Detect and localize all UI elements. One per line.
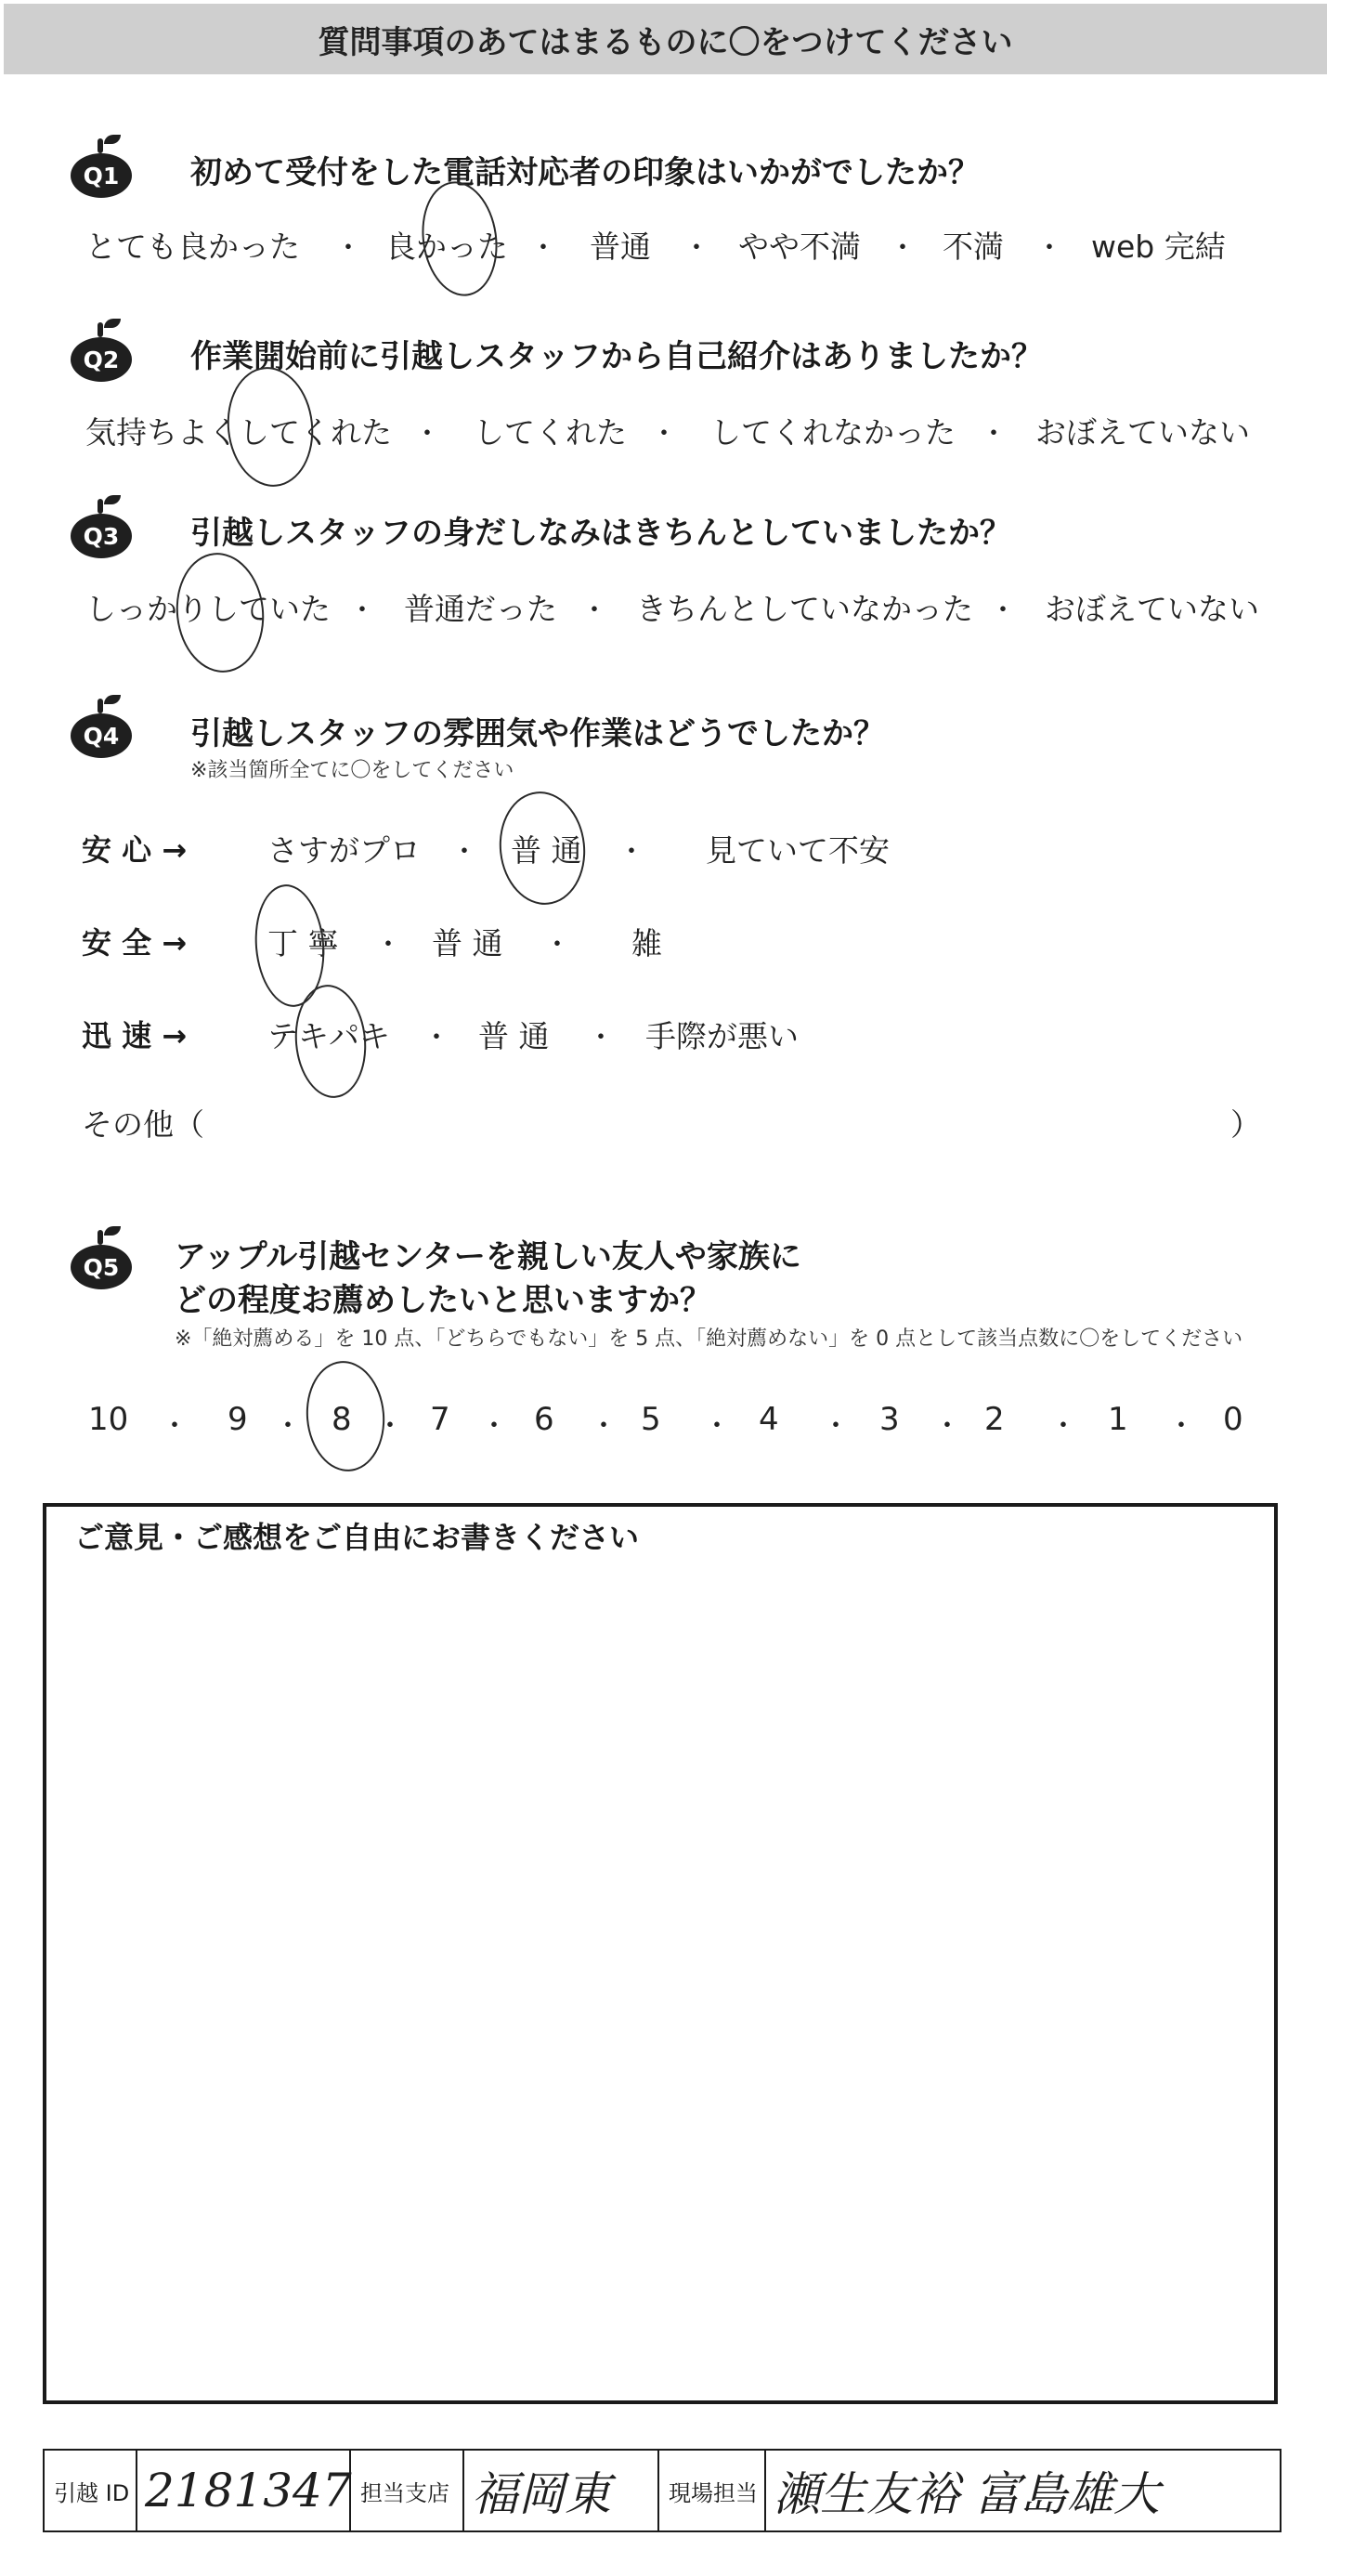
staff-label-cell: [659, 2451, 766, 2530]
separator-dot: ・: [450, 836, 478, 869]
comment-box[interactable]: [43, 1503, 1278, 2404]
staff-value: 瀬生友裕 富島雄大: [774, 2467, 1160, 2521]
separator-dot: ・: [889, 232, 917, 265]
separator-dot: ・: [580, 595, 608, 627]
separator-dot: ・: [703, 1410, 731, 1443]
q3-badge: Q3: [71, 514, 132, 558]
separator-dot: ・: [480, 1410, 508, 1443]
q4-row-label-safety: 安 全 →: [82, 925, 188, 961]
move-id-label: 引越 ID: [54, 2479, 130, 2506]
q5-score-5[interactable]: 5: [641, 1401, 661, 1438]
branch-label: 担当支店: [360, 2479, 449, 2506]
q1-option-2[interactable]: 良かった: [385, 229, 508, 265]
q1-option-6[interactable]: web 完結: [1091, 229, 1226, 265]
q4-row-label-reassurance: 安 心 →: [82, 832, 188, 868]
separator-dot: ・: [980, 418, 1008, 451]
q5-score-9[interactable]: 9: [228, 1401, 248, 1438]
separator-dot: ・: [822, 1410, 850, 1443]
q4-row2-option-1[interactable]: 丁 寧: [267, 925, 339, 961]
q2-option-4[interactable]: おぼえていない: [1035, 414, 1250, 451]
q5-score-4[interactable]: 4: [759, 1401, 779, 1438]
q4-other-input[interactable]: [223, 1096, 1226, 1133]
separator-dot: ・: [543, 929, 571, 961]
q5-score-2[interactable]: 2: [984, 1401, 1005, 1438]
separator-dot: ・: [933, 1410, 961, 1443]
staff-label: 現場担当: [669, 2479, 758, 2506]
q4-other-close: ）: [1230, 1106, 1261, 1143]
separator-dot: ・: [376, 1410, 404, 1443]
q5-score-0[interactable]: 0: [1223, 1401, 1243, 1438]
q4-row1-option-3[interactable]: 見ていて不安: [706, 832, 890, 869]
q5-score-1[interactable]: 1: [1108, 1401, 1128, 1438]
q2-question: 作業開始前に引越しスタッフから自己紹介はありましたか？: [190, 338, 1043, 375]
q3-selection-circle: [171, 548, 270, 676]
form-title: 質問事項のあてはまるものに〇をつけてください: [318, 23, 1013, 61]
separator-dot: ・: [587, 1022, 615, 1054]
q5-question-line1: アップル引越センターを親しい友人や家族に: [175, 1238, 801, 1275]
separator-dot: ・: [590, 1410, 618, 1443]
q4-row3-option-3[interactable]: 手際が悪い: [645, 1018, 799, 1054]
q2-option-3[interactable]: してくれなかった: [710, 414, 956, 451]
form-header: [4, 4, 1327, 74]
q4-question: 引越しスタッフの雰囲気や作業はどうでしたか？: [190, 715, 885, 752]
separator-dot: ・: [413, 418, 441, 451]
branch-value-cell[interactable]: [464, 2451, 659, 2530]
branch-label-cell: [351, 2451, 464, 2530]
separator-dot: ・: [1167, 1410, 1195, 1443]
separator-dot: ・: [348, 595, 376, 627]
separator-dot: ・: [683, 232, 710, 265]
separator-dot: ・: [274, 1410, 302, 1443]
q5-score-row: [88, 1401, 1258, 1453]
q1-option-4[interactable]: やや不満: [738, 229, 861, 265]
footer-table: [43, 2449, 1281, 2532]
q4-row3-option-2[interactable]: 普 通: [478, 1018, 550, 1054]
branch-value: 福岡東: [472, 2467, 611, 2521]
q2-option-1[interactable]: 気持ちよくしてくれた: [85, 414, 392, 451]
q4-row1-option-1[interactable]: さすがプロ: [267, 832, 421, 869]
q4-row2-option-2[interactable]: 普 通: [432, 925, 503, 961]
q1-question: 初めて受付をした電話対応者の印象はいかがでしたか？: [190, 154, 980, 191]
separator-dot: ・: [618, 836, 645, 869]
q4-badge: Q4: [71, 713, 132, 758]
q5-score-3[interactable]: 3: [879, 1401, 900, 1438]
q5-selection-circle: [302, 1358, 389, 1475]
q4-row1-selection-circle: [494, 788, 591, 909]
comment-label: ご意見・ご感想をご自由にお書きください: [74, 1520, 640, 1555]
q3-question: 引越しスタッフの身だしなみはきちんとしていましたか？: [190, 515, 1011, 552]
q3-option-4[interactable]: おぼえていない: [1045, 591, 1259, 627]
separator-dot: ・: [650, 418, 678, 451]
move-id-label-cell: [45, 2451, 137, 2530]
q5-badge: Q5: [71, 1245, 132, 1289]
separator-dot: ・: [374, 929, 402, 961]
separator-dot: ・: [334, 232, 362, 265]
q4-row1-option-2[interactable]: 普 通: [511, 832, 582, 869]
q2-option-2[interactable]: してくれた: [474, 414, 627, 451]
q4-other-label: その他（: [82, 1106, 204, 1143]
q5-score-6[interactable]: 6: [534, 1401, 554, 1438]
q3-option-2[interactable]: 普通だった: [404, 591, 557, 627]
q5-score-8[interactable]: 8: [332, 1401, 352, 1438]
q4-row2-option-3[interactable]: 雑: [631, 925, 662, 961]
q1-badge: Q1: [71, 153, 132, 198]
q4-row-label-speed: 迅 速 →: [82, 1018, 188, 1053]
q5-note: ※「絶対薦める」を 10 点、「どちらでもない」を 5 点、「絶対薦めない」を 0 点として該当点数に〇をしてください: [175, 1327, 1243, 1351]
q1-selection-circle: [415, 177, 504, 301]
separator-dot: ・: [423, 1022, 450, 1054]
q5-question-line2: どの程度お薦めしたいと思いますか？: [175, 1282, 711, 1319]
staff-value-cell[interactable]: [766, 2451, 1280, 2530]
q5-score-7[interactable]: 7: [430, 1401, 450, 1438]
separator-dot: ・: [1049, 1410, 1077, 1443]
q3-option-1[interactable]: しっかりしていた: [85, 591, 331, 627]
separator-dot: ・: [989, 595, 1017, 627]
q1-option-3[interactable]: 普通: [590, 229, 651, 265]
q5-score-10[interactable]: 10: [88, 1401, 129, 1438]
q4-note: ※該当箇所全てに〇をしてください: [190, 759, 514, 782]
q1-option-1[interactable]: とても良かった: [85, 229, 300, 265]
q2-badge: Q2: [71, 337, 132, 382]
separator-dot: ・: [529, 232, 557, 265]
q2-selection-circle: [222, 363, 319, 491]
separator-dot: ・: [1035, 232, 1063, 265]
q1-option-5[interactable]: 不満: [943, 229, 1004, 265]
q4-row3-option-1[interactable]: テキパキ: [267, 1018, 390, 1054]
q3-option-3[interactable]: きちんとしていなかった: [636, 591, 973, 627]
move-id-value: 2181347: [145, 2464, 352, 2517]
separator-dot: ・: [161, 1410, 189, 1443]
move-id-value-cell[interactable]: [137, 2451, 351, 2530]
